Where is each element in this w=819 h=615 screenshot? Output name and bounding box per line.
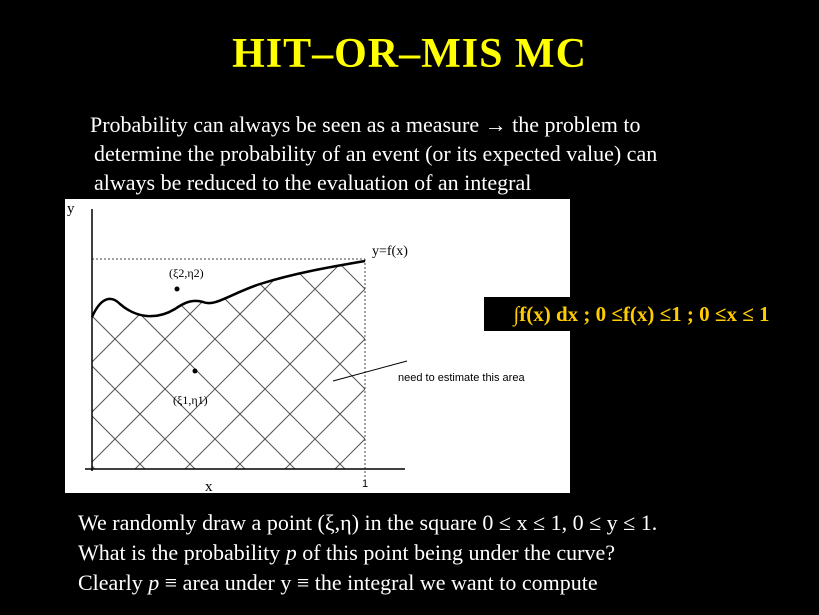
slide-title: HIT–OR–MIS MC xyxy=(232,31,587,77)
intro-paragraph xyxy=(90,110,790,197)
bottom-line-1: We randomly draw a point (ξ,η) in the square 0 ≤ x ≤ 1, 0 ≤ y ≤ 1. xyxy=(78,510,658,535)
x-axis-label: x xyxy=(205,479,213,493)
curve-label: y=f(x) xyxy=(372,244,408,259)
hit-or-miss-figure xyxy=(65,199,570,493)
bottom-line-2-end: of this point being under the curve? xyxy=(296,540,616,565)
intro-line-2: determine the probability of an event (or its expected value) can xyxy=(94,141,658,166)
point-below-label: (ξ1,η1) xyxy=(173,393,208,407)
integral-formula: ∫f(x) dx ; 0 ≤f(x) ≤1 ; 0 ≤x ≤ 1 xyxy=(484,297,799,331)
bottom-line-3-start: Clearly xyxy=(78,570,149,595)
annotation-arrow xyxy=(333,361,407,381)
y-axis-label: y xyxy=(67,201,75,217)
function-curve xyxy=(92,261,365,317)
bottom-line-2 xyxy=(78,538,808,568)
probability-variable-2: p xyxy=(148,570,160,595)
bottom-line-3 xyxy=(78,568,808,598)
intro-line-1: Probability can always be seen as a measure → the problem to xyxy=(90,112,641,137)
intro-line-3: always be reduced to the evaluation of an integral xyxy=(94,170,532,195)
area-hatching xyxy=(65,239,570,493)
point-above-label: (ξ2,η2) xyxy=(169,266,204,280)
bottom-paragraph xyxy=(78,508,808,598)
point-below-curve xyxy=(193,369,198,374)
probability-variable: p xyxy=(285,540,297,565)
bottom-line-3-end: ≡ area under y ≡ the integral we want to compute xyxy=(159,570,598,595)
figure-svg xyxy=(65,199,570,493)
point-above-curve xyxy=(175,287,180,292)
bottom-line-2-start: What is the probability xyxy=(78,540,286,565)
x-end-label: 1 xyxy=(362,478,369,490)
area-annotation: need to estimate this area xyxy=(398,372,525,384)
